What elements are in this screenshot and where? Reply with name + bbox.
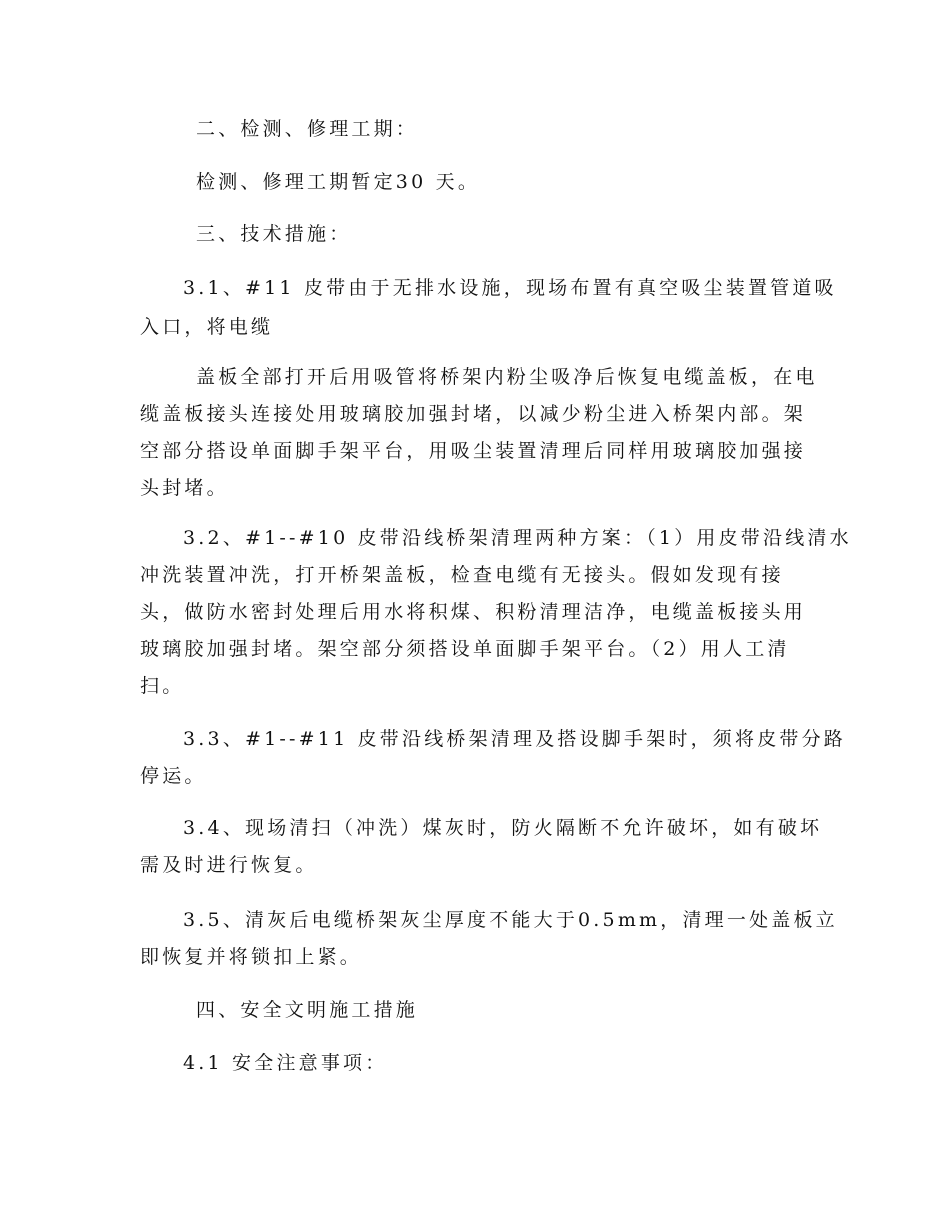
- item-3-2-line-3: 头，做防水密封处理后用水将积煤、积粉清理洁净，电缆盖板接头用: [140, 601, 807, 623]
- item-3-2-line-1: 3.2、#1--#10 皮带沿线桥架清理两种方案：（1）用皮带沿线清水: [183, 527, 852, 549]
- section-heading-technical: 三、技术措施：: [196, 223, 352, 245]
- item-3-3-line-2: 停运。: [140, 765, 207, 787]
- item-3-5-line-1: 3.5、清灰后电缆桥架灰尘厚度不能大于0.5mm，清理一处盖板立: [183, 909, 838, 931]
- schedule-text: 检测、修理工期暂定30 天。: [196, 171, 481, 193]
- item-3-4-line-2: 需及时进行恢复。: [140, 854, 318, 876]
- paragraph-line-3: 空部分搭设单面脚手架平台，用吸尘装置清理后同样用玻璃胶加强接: [140, 440, 807, 462]
- item-3-2-line-2: 冲洗装置冲洗，打开桥架盖板，检查电缆有无接头。假如发现有接: [140, 564, 784, 586]
- item-3-3-line-1: 3.3、#1--#11 皮带沿线桥架清理及搭设脚手架时，须将皮带分路: [183, 728, 847, 750]
- paragraph-line-4: 头封堵。: [140, 477, 229, 499]
- item-4-1-heading: 4.1 安全注意事项：: [183, 1052, 388, 1074]
- paragraph-line-2: 缆盖板接头连接处用玻璃胶加强封堵，以减少粉尘进入桥架内部。架: [140, 403, 807, 425]
- section-heading-schedule: 二、检测、修理工期：: [196, 118, 419, 140]
- item-3-4-line-1: 3.4、现场清扫（冲洗）煤灰时，防火隔断不允许破坏，如有破坏: [183, 817, 823, 839]
- item-3-5-line-2: 即恢复并将锁扣上紧。: [140, 946, 363, 968]
- paragraph-line-1: 盖板全部打开后用吸管将桥架内粉尘吸净后恢复电缆盖板，在电: [196, 366, 818, 388]
- item-3-1-line-1: 3.1、#11 皮带由于无排水设施，现场布置有真空吸尘装置管道吸: [183, 277, 837, 299]
- item-3-2-line-4: 玻璃胶加强封堵。架空部分须搭设单面脚手架平台。（2）用人工清: [140, 638, 790, 660]
- item-3-1-line-2: 入口，将电缆: [140, 316, 274, 338]
- item-3-2-line-5: 扫。: [140, 675, 185, 697]
- section-heading-safety: 四、安全文明施工措施: [196, 999, 419, 1021]
